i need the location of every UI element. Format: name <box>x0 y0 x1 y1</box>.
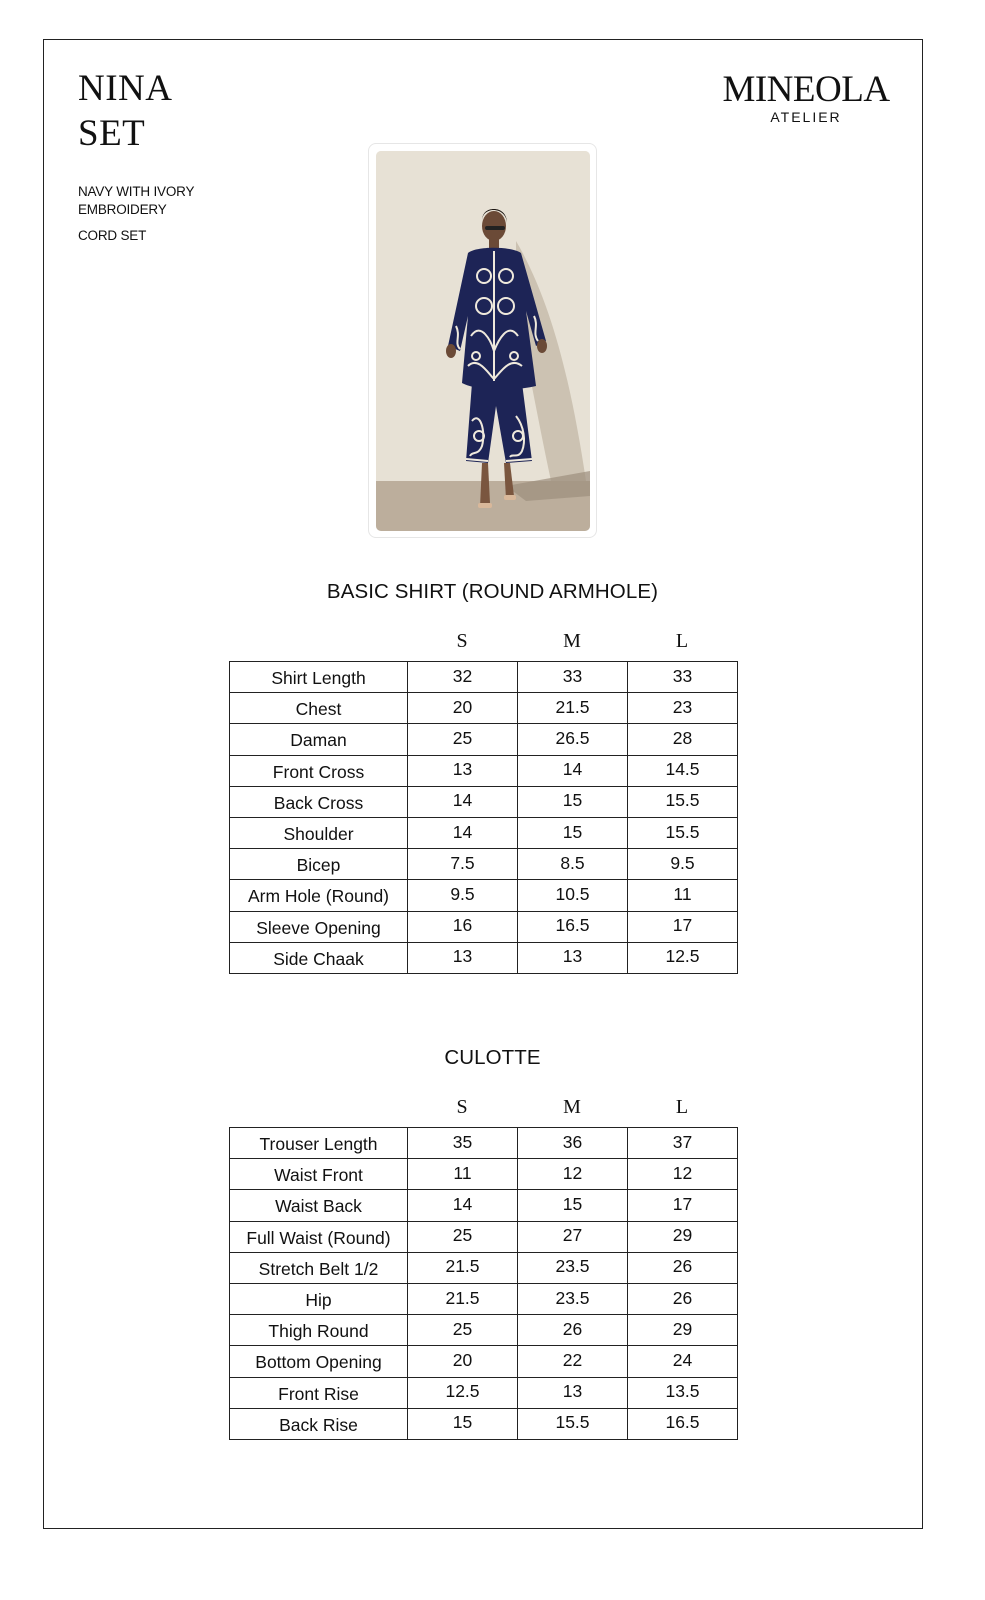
cell-s: 7.5 <box>408 849 518 880</box>
cell-s: 13 <box>408 942 518 973</box>
table-row <box>230 1128 738 1159</box>
cell-m: 15 <box>518 817 628 848</box>
row-label: Bicep <box>230 849 408 880</box>
cell-l: 12 <box>628 1159 738 1190</box>
cell-l: 29 <box>628 1315 738 1346</box>
shirt-section-title: BASIC SHIRT (ROUND ARMHOLE) <box>326 580 659 603</box>
cell-l: 37 <box>628 1128 738 1159</box>
cell-m: 27 <box>518 1221 628 1252</box>
culotte-section-title: CULOTTE <box>444 1046 541 1069</box>
product-photo <box>376 151 590 531</box>
row-label: Trouser Length <box>230 1128 408 1159</box>
row-label: Waist Back <box>230 1190 408 1221</box>
cell-s: 21.5 <box>408 1283 518 1314</box>
cell-l: 33 <box>628 662 738 693</box>
product-description: NAVY WITH IVORY EMBROIDERY <box>78 184 195 217</box>
product-details <box>78 183 228 245</box>
cell-m: 14 <box>518 755 628 786</box>
row-label: Sleeve Opening <box>230 911 408 942</box>
cell-m: 16.5 <box>518 911 628 942</box>
product-photo-frame <box>368 143 597 538</box>
row-label: Shoulder <box>230 817 408 848</box>
row-label: Shirt Length <box>230 662 408 693</box>
culotte-size-table <box>229 1127 738 1440</box>
cell-m: 12 <box>518 1159 628 1190</box>
table-row <box>230 1159 738 1190</box>
table-row <box>230 849 738 880</box>
cell-l: 16.5 <box>628 1408 738 1439</box>
cell-s: 12.5 <box>408 1377 518 1408</box>
cell-m: 15 <box>518 786 628 817</box>
cell-s: 21.5 <box>408 1252 518 1283</box>
row-label: Bottom Opening <box>230 1346 408 1377</box>
table-row <box>230 911 738 942</box>
cell-m: 22 <box>518 1346 628 1377</box>
table-row <box>230 724 738 755</box>
cell-m: 21.5 <box>518 693 628 724</box>
cell-l: 15.5 <box>628 786 738 817</box>
row-label: Chest <box>230 693 408 724</box>
table-row <box>230 1408 738 1439</box>
brand-subtitle: ATELIER <box>770 109 842 125</box>
cell-l: 24 <box>628 1346 738 1377</box>
row-label: Daman <box>230 724 408 755</box>
cell-s: 20 <box>408 1346 518 1377</box>
culotte-size-header-m: M <box>563 1096 581 1118</box>
cell-l: 23 <box>628 693 738 724</box>
product-title <box>78 66 172 156</box>
cell-s: 25 <box>408 724 518 755</box>
cell-s: 14 <box>408 817 518 848</box>
cell-m: 23.5 <box>518 1252 628 1283</box>
cell-l: 14.5 <box>628 755 738 786</box>
table-row <box>230 817 738 848</box>
cell-s: 15 <box>408 1408 518 1439</box>
table-row <box>230 1283 738 1314</box>
row-label: Waist Front <box>230 1159 408 1190</box>
cell-l: 26 <box>628 1283 738 1314</box>
cell-l: 9.5 <box>628 849 738 880</box>
row-label: Front Rise <box>230 1377 408 1408</box>
cell-s: 16 <box>408 911 518 942</box>
table-row <box>230 1190 738 1221</box>
brand-name: MINEOLA <box>722 69 890 110</box>
cell-m: 36 <box>518 1128 628 1159</box>
cell-l: 29 <box>628 1221 738 1252</box>
cell-l: 11 <box>628 880 738 911</box>
row-label: Full Waist (Round) <box>230 1221 408 1252</box>
shirt-size-header-m: M <box>563 630 581 652</box>
table-row <box>230 1252 738 1283</box>
table-row <box>230 880 738 911</box>
shirt-size-table <box>229 661 738 974</box>
table-row <box>230 1315 738 1346</box>
cell-m: 26 <box>518 1315 628 1346</box>
cell-l: 12.5 <box>628 942 738 973</box>
cell-m: 26.5 <box>518 724 628 755</box>
row-label: Front Cross <box>230 755 408 786</box>
cell-s: 25 <box>408 1315 518 1346</box>
row-label: Arm Hole (Round) <box>230 880 408 911</box>
cell-s: 13 <box>408 755 518 786</box>
cell-m: 8.5 <box>518 849 628 880</box>
row-label: Stretch Belt 1/2 <box>230 1252 408 1283</box>
cell-l: 28 <box>628 724 738 755</box>
cell-l: 26 <box>628 1252 738 1283</box>
brand-logo <box>720 68 892 125</box>
cell-s: 20 <box>408 693 518 724</box>
product-title-line-1: NINA <box>78 68 173 109</box>
row-label: Thigh Round <box>230 1315 408 1346</box>
model-illustration <box>376 151 590 531</box>
cell-s: 14 <box>408 1190 518 1221</box>
table-row <box>230 662 738 693</box>
cell-s: 14 <box>408 786 518 817</box>
row-label: Back Cross <box>230 786 408 817</box>
culotte-size-header-l: L <box>675 1096 689 1118</box>
cell-m: 15.5 <box>518 1408 628 1439</box>
cell-m: 15 <box>518 1190 628 1221</box>
row-label: Hip <box>230 1283 408 1314</box>
cell-m: 13 <box>518 1377 628 1408</box>
table-row <box>230 1346 738 1377</box>
table-row <box>230 693 738 724</box>
row-label: Side Chaak <box>230 942 408 973</box>
table-row <box>230 786 738 817</box>
cell-s: 25 <box>408 1221 518 1252</box>
cell-m: 10.5 <box>518 880 628 911</box>
cell-l: 15.5 <box>628 817 738 848</box>
row-label: Back Rise <box>230 1408 408 1439</box>
product-category: CORD SET <box>78 228 147 243</box>
cell-m: 13 <box>518 942 628 973</box>
cell-l: 17 <box>628 911 738 942</box>
table-row <box>230 755 738 786</box>
cell-s: 9.5 <box>408 880 518 911</box>
cell-s: 32 <box>408 662 518 693</box>
cell-l: 13.5 <box>628 1377 738 1408</box>
culotte-size-header-s: S <box>456 1096 468 1118</box>
cell-s: 35 <box>408 1128 518 1159</box>
cell-m: 23.5 <box>518 1283 628 1314</box>
table-row <box>230 942 738 973</box>
product-title-line-2: SET <box>78 113 146 154</box>
cell-m: 33 <box>518 662 628 693</box>
shirt-size-header-s: S <box>456 630 468 652</box>
shirt-size-header-l: L <box>675 630 689 652</box>
cell-l: 17 <box>628 1190 738 1221</box>
table-row <box>230 1221 738 1252</box>
table-row <box>230 1377 738 1408</box>
cell-s: 11 <box>408 1159 518 1190</box>
